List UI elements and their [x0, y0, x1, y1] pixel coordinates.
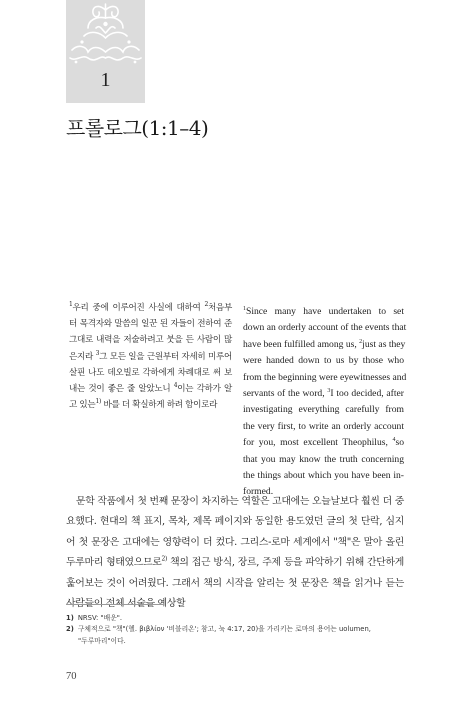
korean-scripture: [69, 300, 232, 413]
verse-number: 1: [69, 301, 73, 309]
scripture-line: [243, 435, 404, 451]
footnote-text: "두루마리"이다.: [78, 636, 126, 645]
verse-text: 처음부터 목격자와 말씀의 일꾼 된 자들이 전하여 준 그대로 내력을 저술하려고 붓을 든 사람이 많은지라: [69, 303, 232, 362]
line-text: Since many have undertaken to set: [246, 306, 404, 317]
line-text: for you, most excellent Theophilus,: [243, 437, 388, 449]
line-text: were handed down to us by those who: [243, 355, 404, 367]
verse-text: 이는 각하가 알고 있는: [69, 384, 233, 411]
verse-text: 그 모든 일을 근원부터 자세히 미루어 살핀 나도 데오빌로 각하에게 차례대로 써 보내는 것이 좋은 줄 알았노니: [69, 351, 232, 395]
scripture-line: [243, 353, 404, 369]
line-text: so: [395, 437, 404, 449]
chapter-number: 1: [100, 69, 111, 91]
scripture-line: [243, 386, 404, 402]
line-text: have been fulfilled among us,: [243, 338, 357, 350]
verse-number: 2: [204, 301, 208, 309]
verse-number: 3: [95, 349, 100, 357]
line-text: from the beginning were eyewitnesses and: [243, 371, 407, 383]
line-text: servants of the word,: [243, 388, 325, 400]
footnotes: [66, 613, 404, 647]
footnote-marker: 2): [66, 625, 74, 634]
footnote-text: NRSV: "배운".: [77, 614, 123, 622]
body-text: 책의 접근 방식, 장르, 주제 등을 파악하기 위해 간단하게 훑어보는 것이 어려웠다. 그래서 책의 시작을 알리는 첫 문장은 책을 읽거나 듣는 사람들이 전체 서술을 예상할: [66, 557, 405, 610]
scripture-line: [243, 337, 404, 353]
footnote-ref: 2): [161, 555, 168, 563]
footnote-ref: 1): [95, 398, 101, 406]
scripture-line: [243, 304, 404, 320]
page-number: 70: [66, 671, 77, 682]
verse-number: 3: [327, 387, 331, 394]
verse-number: 2: [359, 338, 363, 345]
footnote-text: 구체적으로 "책"(헬. βιβλίον '비블리온'; 참고, 눅 4:17, 20)을 가리키는 로마의 용어는 uolumen,: [77, 625, 371, 634]
line-text: I too decided, after: [330, 388, 404, 400]
scripture-line: [243, 320, 407, 336]
body-paragraph: [66, 492, 404, 614]
scripture-line: [243, 468, 404, 484]
verse-number: 1: [243, 305, 246, 312]
footnote-divider: [66, 604, 164, 605]
line-text: the things about which you have been in-: [243, 470, 404, 482]
verse-number: 4: [173, 382, 178, 390]
footnote: [66, 624, 404, 647]
line-text: just as they: [362, 338, 406, 350]
english-scripture: [243, 304, 407, 501]
body-text: 문학 작품에서 첫 번째 문장이 차지하는 역할은 고대에는 오늘날보다 훨씬 더 중요했다. 현대의 책 표지, 목차, 제목 페이지와 동일한 용도였던 글의 첫 단락, 심지어 첫 문장은 고대에는 영향력이 더 컸다. 그리스-로마 세계에서 "책"은 말아 올린 두루마리 형태였으므로: [66, 496, 404, 569]
scripture-line: [243, 370, 407, 386]
line-text: formed.: [243, 486, 274, 498]
scripture-line: [243, 402, 404, 418]
verse-number: 4: [392, 437, 396, 444]
line-text: that you may know the truth concerning: [243, 453, 404, 465]
line-text: investigating everything carefully from: [243, 404, 404, 416]
verse-text: 바를 더 확실하게 하려 함이로라: [103, 400, 218, 411]
footnote-marker: 1): [66, 614, 74, 622]
scripture-line: [243, 452, 404, 468]
verse-text: 우리 중에 이루어진 사실에 대하여: [72, 303, 201, 313]
chapter-title: 프롤로그(1:1–4): [66, 116, 209, 140]
footnote: [66, 613, 404, 624]
line-text: down an orderly account of the events that: [243, 322, 407, 334]
line-text: the very first, to write an orderly account: [243, 420, 404, 432]
scripture-line: [243, 419, 404, 435]
